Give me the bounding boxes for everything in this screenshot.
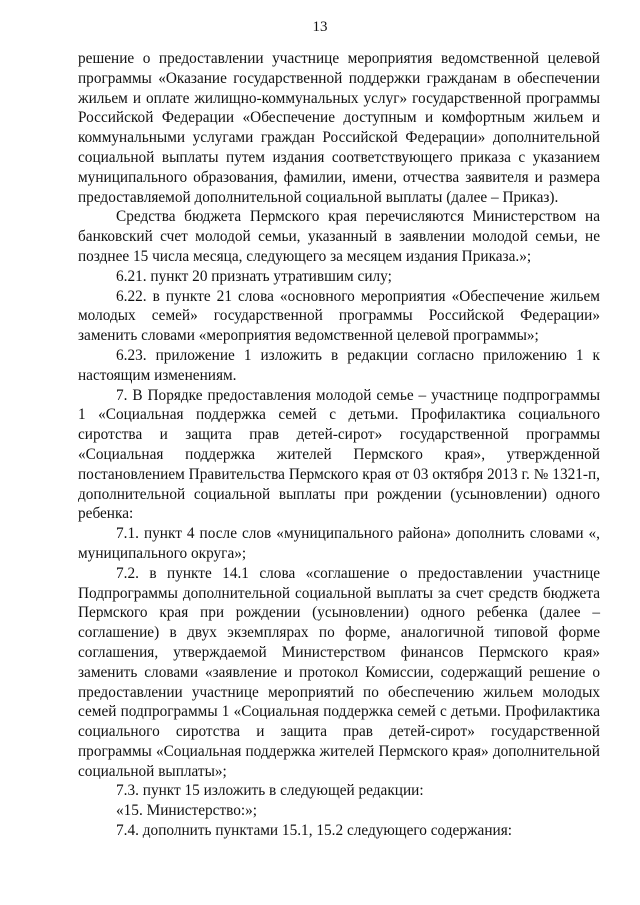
paragraph-7-1: 7.1. пункт 4 после слов «муниципального района» дополнить словами «, муниципального округа»; [78,525,600,562]
document-body [78,49,600,841]
paragraph-quote-15: «15. Министерство:»; [116,802,258,820]
paragraph-6-22: 6.22. в пункте 21 слова «основного мероприятия «Обеспечение жильем молодых семей» государственной программы Российской Федерации» заменить словами «мероприятия ведомственной целевой программы»; [78,287,600,345]
paragraph-decision-continuation: решение о предоставлении участнице мероприятия ведомственной целевой программы «Оказание государственной поддержки гражданам в обеспечении жильем и оплате жилищно-коммунальных услуг» государственной программы Российской Федерации «Обеспечение доступным и комфортным жильем и коммунальными услугами граждан Российской Федерации» дополнительной социальной выплаты путем издания соответствующего приказа с указанием муниципального образования, фамилии, имени, отчества заявителя и размера предоставляемой дополнительной социальной выплаты (далее – Приказ). [78,50,600,206]
paragraph-7-4: 7.4. дополнить пунктами 15.1, 15.2 следующего содержания: [116,822,512,840]
paragraph-7-2: 7.2. в пункте 14.1 слова «соглашение о предоставлении участнице Подпрограммы дополнительной социальной выплаты за счет средств бюджета Пермского края при рождении (усыновлении) одного ребенка (далее – соглашение) в двух экземплярах по форме, аналогичной типовой форме соглашения, утверждаемой Министерством финансов Пермского края» заменить словами «заявление и протокол Комиссии, содержащий решение о предоставлении участнице мероприятий по обеспечению жильем молодых семей подпрограммы 1 «Социальная поддержка семей с детьми. Профилактика социального сиротства и защита прав детей-сирот» государственной программы «Социальная поддержка жителей Пермского края» дополнительной социальной выплаты»; [78,564,600,780]
paragraph-budget-funds: Средства бюджета Пермского края перечисляются Министерством на банковский счет молодой семьи, указанный в заявлении молодой семьи, не позднее 15 числа месяца, следующего за месяцем издания Приказа.»; [78,208,600,265]
paragraph-6-23: 6.23. приложение 1 изложить в редакции согласно приложению 1 к настоящим изменениям. [78,346,600,384]
page-number: 13 [312,19,328,35]
paragraph-7-3: 7.3. пункт 15 изложить в следующей редакции: [116,782,424,800]
paragraph-6-21: 6.21. пункт 20 признать утратившим силу; [116,267,392,285]
paragraph-7: 7. В Порядке предоставления молодой семье – участнице подпрограммы 1 «Социальная поддержка семей с детьми. Профилактика социального сиротства и защита прав детей-сирот» государственной программы «Социальная поддержка жителей Пермского края», утвержденной постановлением Правительства Пермского края от 03 октября 2013 г. № 1321-п, дополнительной социальной выплаты при рождении (усыновлении) одного ребенка: [78,386,600,523]
